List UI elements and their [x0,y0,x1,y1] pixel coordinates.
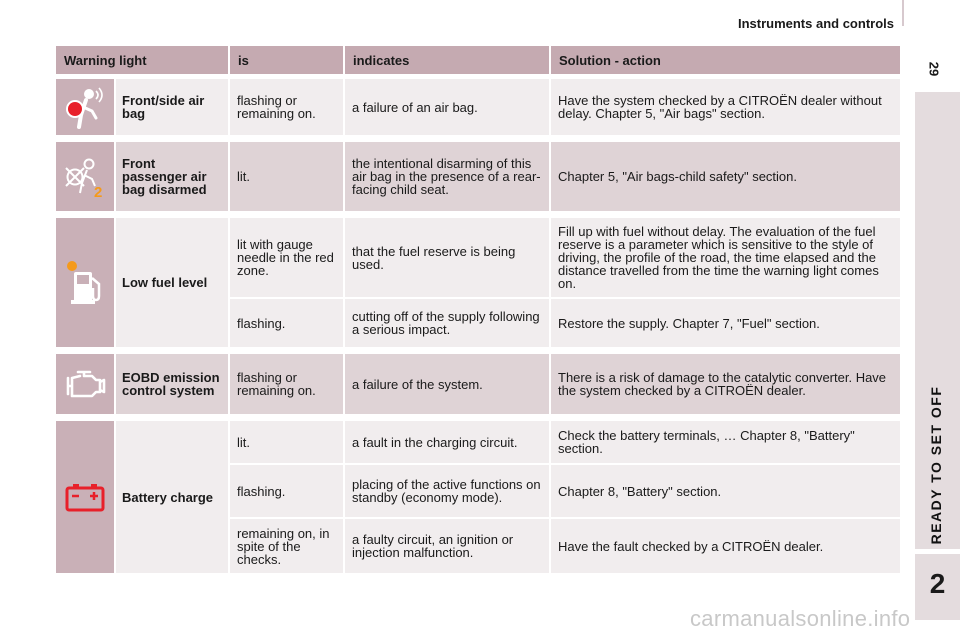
cell-is: flashing or remaining on. [230,79,345,137]
cell-indicates: that the fuel reserve is being used. [345,218,551,299]
cell-solution: Have the system checked by a CITROËN dealer without delay. Chapter 5, "Air bags" section. [551,79,902,137]
warning-light-name: EOBD emission control system [116,354,230,416]
passenger-airbag-off-icon [56,142,116,213]
cell-indicates: cutting off of the supply following a serious impact. [345,299,551,349]
warning-light-name: Battery charge [116,421,230,575]
airbag-icon [56,79,116,137]
table-row [56,218,902,299]
cell-solution: Check the battery terminals, … Chapter 8, "Battery" section. [551,421,902,465]
cell-is: lit. [230,142,345,213]
header-rule [902,0,904,26]
battery-icon [56,421,116,575]
cell-is: lit. [230,421,345,465]
table-header-row [56,46,902,74]
warning-lights-table [56,46,902,575]
page-number-text: 29 [926,61,942,77]
fuel-pump-icon [56,218,116,349]
table-row [56,142,902,213]
cell-is: flashing. [230,299,345,349]
cell-solution: Restore the supply. Chapter 7, "Fuel" section. [551,299,902,349]
table-row [56,421,902,465]
svg-text:2: 2 [94,183,103,199]
column-header-warning-light: Warning light [56,46,230,74]
table-row [56,354,902,416]
section-label [921,380,951,550]
column-header-solution: Solution - action [551,46,902,74]
cell-is: flashing. [230,465,345,519]
table-row [56,79,902,137]
cell-indicates: a fault in the charging circuit. [345,421,551,465]
cell-indicates: a failure of an air bag. [345,79,551,137]
cell-indicates: a faulty circuit, an ignition or injection malfunction. [345,519,551,575]
watermark: carmanualsonline.info [690,606,911,631]
section-label-text: READY TO SET OFF [928,385,944,545]
cell-solution: Chapter 8, "Battery" section. [551,465,902,519]
cell-solution: Have the fault checked by a CITROËN dealer. [551,519,902,575]
chapter-number-box [915,554,960,620]
cell-is: remaining on, in spite of the checks. [230,519,345,575]
cell-indicates: the intentional disarming of this air bag in the presence of a rear-facing child seat. [345,142,551,213]
cell-solution: Fill up with fuel without delay. The evaluation of the fuel reserve is a parameter which is sensitive to the style of driving, the profile of the road, the time elapsed and the distance travelled from the time the warning light comes on. [551,218,902,299]
warning-light-name: Front passenger air bag disarmed [116,142,230,213]
column-header-indicates: indicates [345,46,551,74]
cell-indicates: a failure of the system. [345,354,551,416]
warning-light-name: Front/side air bag [116,79,230,137]
cell-solution: Chapter 5, "Air bags-child safety" section. [551,142,902,213]
page-title: Instruments and controls [737,16,894,31]
chapter-number: 2 [929,568,946,599]
page-number [924,58,944,80]
cell-is: lit with gauge needle in the red zone. [230,218,345,299]
column-header-is: is [230,46,345,74]
warning-light-name: Low fuel level [116,218,230,349]
cell-indicates: placing of the active functions on standby (economy mode). [345,465,551,519]
cell-is: flashing or remaining on. [230,354,345,416]
engine-icon [56,354,116,416]
cell-solution: There is a risk of damage to the catalytic converter. Have the system checked by a CITROËN dealer. [551,354,902,416]
